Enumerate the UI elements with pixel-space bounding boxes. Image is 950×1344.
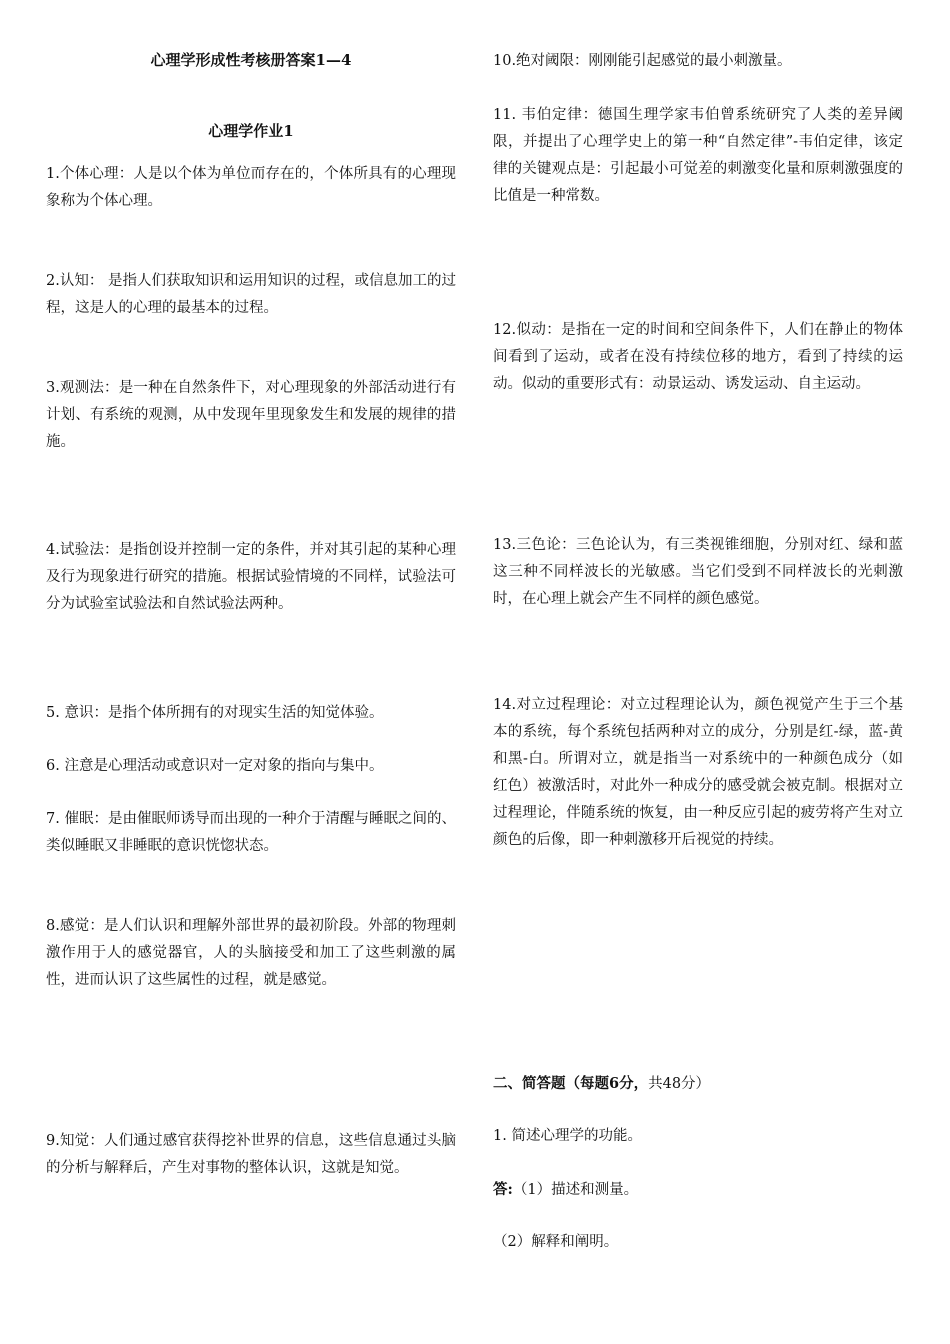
question-item: 1. 简述心理学的功能。 xyxy=(493,1128,642,1144)
homework-title: 心理学作业1 xyxy=(208,122,294,140)
definition-item: 6. 注意是心理活动或意识对一定对象的指向与集中。 xyxy=(46,758,384,774)
definition-item: 1.个体心理：人是以个体为单位而存在的，个体所具有的心理现象称为个体心理。 xyxy=(46,166,456,209)
definition-item: 4.试验法：是指创设并控制一定的条件，并对其引起的某种心理及行为现象进行研究的措施。根据试验情境的不同样，试验法可分为试验室试验法和自然试验法两种。 xyxy=(46,542,456,612)
definition-item: 14.对立过程理论：对立过程理论认为，颜色视觉产生于三个基本的系统，每个系统包括两种对立的成分，分别是红-绿，蓝-黄和黑-白。所谓对立，就是指当一对系统中的一种颜色成分（如红色）被激活时，对此外一种成分的感受就会被克制。根据对立过程理论，伴随系统的恢复，由一种反应引起的疲劳将产生对立颜色的后像，即一种刺激移开后视觉的持续。 xyxy=(493,697,903,848)
answer-text: （1）描述和测量。 xyxy=(512,1182,639,1198)
definition-item: 13.三色论：三色论认为，有三类视锥细胞，分别对红、绿和蓝这三种不同样波长的光敏感。当它们受到不同样波长的光刺激时，在心理上就会产生不同样的颜色感觉。 xyxy=(493,537,903,607)
document-title: 心理学形成性考核册答案1—4 xyxy=(150,51,352,69)
definition-item: 10.绝对阈限：刚刚能引起感觉的最小刺激量。 xyxy=(493,53,792,69)
definition-item: 5. 意识：是指个体所拥有的对现实生活的知觉体验。 xyxy=(46,705,384,721)
answer-item: （2）解释和阐明。 xyxy=(493,1234,619,1250)
definition-item: 12.似动：是指在一定的时间和空间条件下，人们在静止的物体间看到了运动，或者在没有持续位移的地方，看到了持续的运动。似动的重要形式有：动景运动、诱发运动、自主运动。 xyxy=(493,322,903,392)
section-heading xyxy=(493,1070,903,1098)
answer-label: 答: xyxy=(493,1181,513,1198)
section-heading-bold: 二、简答题（每题6分， xyxy=(493,1075,649,1092)
section-heading-rest: 共48分） xyxy=(648,1076,711,1092)
definition-item: 2.认知： 是指人们获取知识和运用知识的过程，或信息加工的过程，这是人的心理的最基本的过程。 xyxy=(46,273,456,316)
definition-item: 8.感觉：是人们认识和理解外部世界的最初阶段。外部的物理刺激作用于人的感觉器官，人的头脑接受和加工了这些刺激的属性，进而认识了这些属性的过程，就是感觉。 xyxy=(46,918,456,988)
definition-item: 7. 催眠：是由催眠师诱导而出现的一种介于清醒与睡眠之间的、类似睡眠又非睡眠的意识恍惚状态。 xyxy=(46,811,456,854)
definition-item: 3.观测法：是一种在自然条件下，对心理现象的外部活动进行有计划、有系统的观测，从中发现年里现象发生和发展的规律的措施。 xyxy=(46,380,456,450)
answer-item xyxy=(493,1176,903,1204)
definition-item: 11. 韦伯定律：德国生理学家韦伯曾系统研究了人类的差异阈限，并提出了心理学史上的第一种“自然定律”-韦伯定律，该定律的关键观点是：引起最小可觉差的刺激变化量和原刺激强度的比值是一种常数。 xyxy=(493,107,903,204)
definition-item: 9.知觉：人们通过感官获得挖补世界的信息，这些信息通过头脑的分析与解释后，产生对事物的整体认识，这就是知觉。 xyxy=(46,1133,456,1176)
